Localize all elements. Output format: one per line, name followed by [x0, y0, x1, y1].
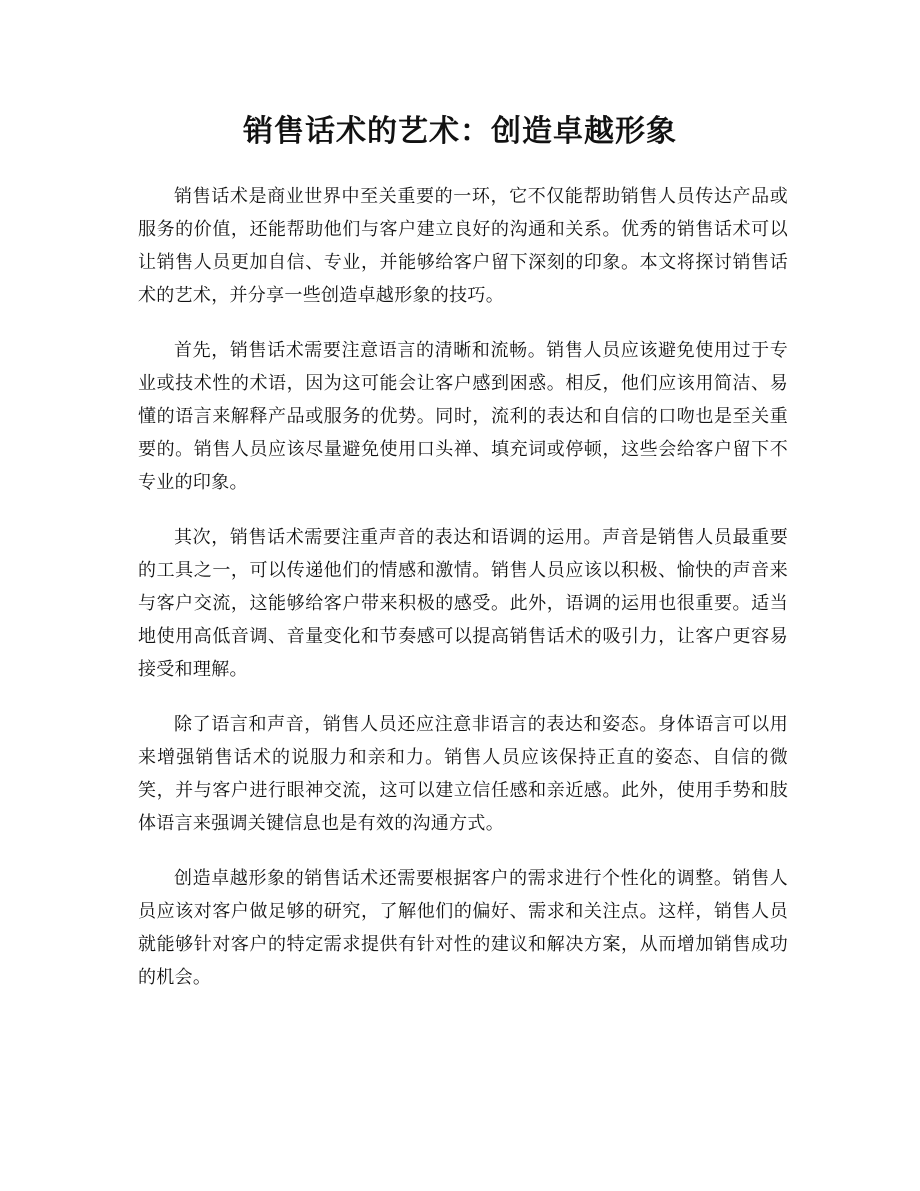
paragraph-language: 首先，销售话术需要注意语言的清晰和流畅。销售人员应该避免使用过于专业或技术性的术语，因为这可能会让客户感到困惑。相反，他们应该用简洁、易懂的语言来解释产品或服务的优势。同时，流利的表达和自信的口吻也是至关重要的。销售人员应该尽量避免使用口头禅、填充词或停顿，这些会给客户留下不专业的印象。 — [138, 340, 788, 493]
document-body — [138, 180, 788, 1016]
paragraph-voice: 其次，销售话术需要注重声音的表达和语调的运用。声音是销售人员最重要的工具之一，可以传递他们的情感和激情。销售人员应该以积极、愉快的声音来与客户交流，这能够给客户带来积极的感受。此外，语调的运用也很重要。适当地使用高低音调、音量变化和节奏感可以提高销售话术的吸引力，让客户更容易接受和理解。 — [138, 527, 788, 680]
paragraph-body-language: 除了语言和声音，销售人员还应注意非语言的表达和姿态。身体语言可以用来增强销售话术的说服力和亲和力。销售人员应该保持正直的姿态、自信的微笑，并与客户进行眼神交流，这可以建立信任感和亲近感。此外，使用手势和肢体语言来强调关键信息也是有效的沟通方式。 — [138, 714, 788, 834]
paragraph-personalization: 创造卓越形象的销售话术还需要根据客户的需求进行个性化的调整。销售人员应该对客户做足够的研究，了解他们的偏好、需求和关注点。这样，销售人员就能够针对客户的特定需求提供有针对性的建议和解决方案，从而增加销售成功的机会。 — [138, 868, 788, 988]
document-title: 销售话术的艺术：创造卓越形象 — [243, 114, 677, 149]
paragraph-intro: 销售话术是商业世界中至关重要的一环，它不仅能帮助销售人员传达产品或服务的价值，还能帮助他们与客户建立良好的沟通和关系。优秀的销售话术可以让销售人员更加自信、专业，并能够给客户留下深刻的印象。本文将探讨销售话术的艺术，并分享一些创造卓越形象的技巧。 — [138, 186, 788, 306]
